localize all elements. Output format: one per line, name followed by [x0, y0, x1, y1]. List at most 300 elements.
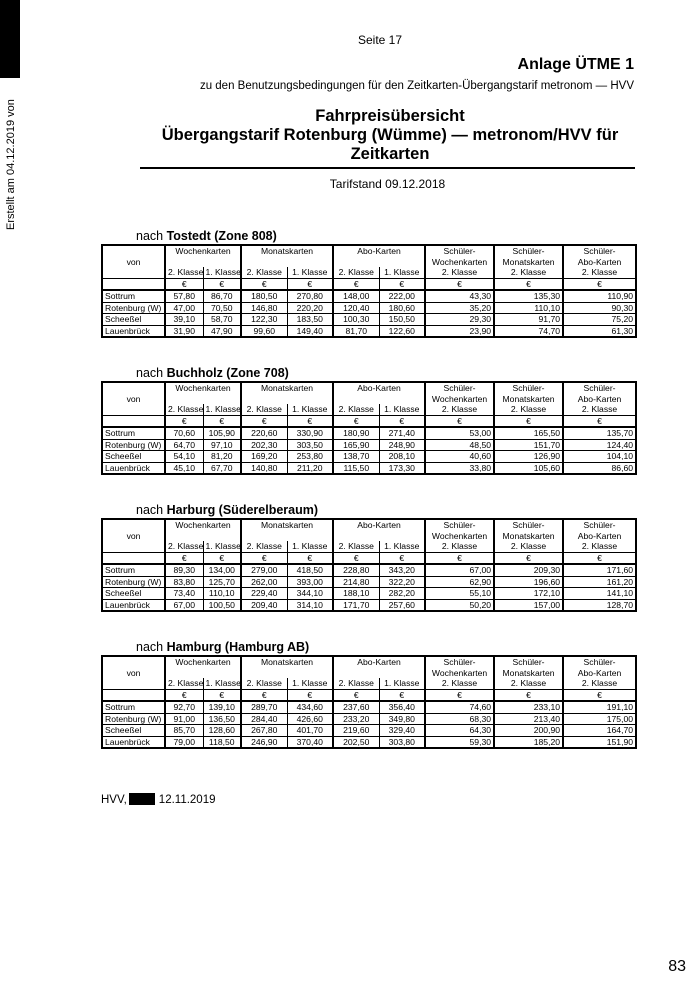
header-currency: €	[287, 278, 333, 290]
fare-cell: 180,90	[333, 427, 379, 439]
fare-cell: 213,40	[494, 713, 563, 725]
fare-cell: 303,80	[379, 736, 425, 748]
fare-cell: 110,90	[563, 290, 636, 302]
header-schueler-top: Schüler-	[494, 245, 563, 257]
fare-cell: 124,40	[563, 439, 636, 451]
fare-cell: 50,20	[425, 599, 494, 611]
fare-cell: 229,40	[241, 588, 287, 600]
fare-cell: 329,40	[379, 725, 425, 737]
header-schueler-top: Schüler-	[425, 519, 494, 531]
anlage-subtitle: zu den Benutzungsbedingungen für den Zeitkarten-Übergangstarif metronom — HVV	[199, 80, 634, 92]
fare-cell: 208,10	[379, 451, 425, 463]
fare-cell: 289,70	[241, 701, 287, 713]
header-row-von	[102, 668, 636, 679]
row-origin: Scheeßel	[102, 314, 165, 326]
header-currency: €	[379, 278, 425, 290]
header-cell	[241, 257, 333, 268]
header-schueler-bottom: Abo-Karten	[563, 531, 636, 542]
row-origin: Sottrum	[102, 701, 165, 713]
fare-cell: 33,80	[425, 462, 494, 474]
header-schueler-top: Schüler-	[563, 519, 636, 531]
header-row-von	[102, 531, 636, 542]
fare-cell: 214,80	[333, 576, 379, 588]
section-prefix: nach	[136, 503, 164, 517]
fare-cell: 202,50	[333, 736, 379, 748]
footer-date: 12.11.2019	[158, 794, 216, 806]
header-cell	[102, 404, 165, 415]
fare-cell: 73,40	[165, 588, 203, 600]
header-currency: €	[563, 278, 636, 290]
header-klasse: 1. Klasse	[287, 678, 333, 689]
fare-cell: 271,40	[379, 427, 425, 439]
header-von: von	[126, 530, 141, 541]
fare-cell: 128,70	[563, 599, 636, 611]
fare-cell: 74,60	[425, 701, 494, 713]
header-klasse: 2. Klasse	[563, 267, 636, 278]
fare-cell: 134,00	[203, 564, 241, 576]
fare-cell: 120,40	[333, 302, 379, 314]
table-row	[102, 701, 636, 713]
header-cell	[102, 415, 165, 427]
header-currency: €	[203, 415, 241, 427]
table-row	[102, 725, 636, 737]
header-cell	[102, 267, 165, 278]
header-schueler-top: Schüler-	[494, 519, 563, 531]
fare-cell: 267,80	[241, 725, 287, 737]
fare-cell: 83,80	[165, 576, 203, 588]
fare-cell: 279,00	[241, 564, 287, 576]
header-schueler-bottom: Abo-Karten	[563, 257, 636, 268]
header-schueler-bottom: Wochenkarten	[425, 257, 494, 268]
fare-cell: 188,10	[333, 588, 379, 600]
header-von: von	[126, 393, 141, 404]
row-origin: Lauenbrück	[105, 325, 150, 336]
header-group: Abo-Karten	[333, 245, 425, 257]
header-currency: €	[494, 278, 563, 290]
fare-cell: 47,90	[203, 325, 241, 337]
fare-cell: 257,60	[379, 599, 425, 611]
header-schueler-bottom: Wochenkarten	[425, 531, 494, 542]
header-schueler-bottom: Abo-Karten	[563, 394, 636, 405]
header-cell	[165, 257, 241, 268]
fare-cell: 104,10	[563, 451, 636, 463]
header-schueler-top: Schüler-	[425, 656, 494, 668]
header-row-klasse	[102, 404, 636, 415]
fare-cell: 157,00	[494, 599, 563, 611]
header-klasse: 2. Klasse	[241, 678, 287, 689]
header-klasse: 2. Klasse	[425, 541, 494, 552]
header-currency: €	[241, 552, 287, 564]
fare-cell: 322,20	[379, 576, 425, 588]
header-schueler-top: Schüler-	[494, 382, 563, 394]
fare-cell: 43,30	[425, 290, 494, 302]
header-row-groups	[102, 656, 636, 668]
header-klasse: 2. Klasse	[333, 404, 379, 415]
fare-cell: 115,50	[333, 462, 379, 474]
header-row-groups	[102, 245, 636, 257]
fare-cell: 138,70	[333, 451, 379, 463]
title-rule	[140, 167, 635, 169]
table-row	[102, 325, 636, 337]
header-klasse: 2. Klasse	[333, 541, 379, 552]
row-origin: Scheeßel	[102, 725, 165, 737]
fare-cell: 202,30	[241, 439, 287, 451]
header-cell	[333, 668, 425, 679]
header-cell	[333, 531, 425, 542]
header-klasse: 1. Klasse	[203, 541, 241, 552]
row-origin: Lauenbrück	[105, 736, 150, 747]
fare-cell: 211,20	[287, 462, 333, 474]
fare-cell: 171,70	[333, 599, 379, 611]
header-currency: €	[165, 278, 203, 290]
header-currency: €	[165, 415, 203, 427]
fare-cell: 180,60	[379, 302, 425, 314]
fare-cell: 35,20	[425, 302, 494, 314]
header-currency: €	[425, 415, 494, 427]
section-title	[136, 502, 635, 518]
header-row-klasse	[102, 267, 636, 278]
header-schueler-bottom: Monatskarten	[494, 394, 563, 405]
header-von: von	[126, 667, 141, 678]
fare-cell: 75,20	[563, 314, 636, 326]
header-currency: €	[165, 689, 203, 701]
header-row-klasse	[102, 541, 636, 552]
fare-cell: 330,90	[287, 427, 333, 439]
header-von: von	[126, 256, 141, 267]
fare-cell: 64,30	[425, 725, 494, 737]
fare-cell: 248,90	[379, 439, 425, 451]
header-cell	[241, 668, 333, 679]
table-row	[102, 439, 636, 451]
fare-cell: 172,10	[494, 588, 563, 600]
fare-cell: 233,10	[494, 701, 563, 713]
fare-cell: 343,20	[379, 564, 425, 576]
section-prefix: nach	[136, 229, 164, 243]
header-currency: €	[494, 415, 563, 427]
fare-cell: 126,90	[494, 451, 563, 463]
redaction-box	[129, 793, 155, 805]
fare-cell: 183,50	[287, 314, 333, 326]
row-origin: Lauenbrück	[105, 599, 150, 610]
fare-cell: 222,00	[379, 290, 425, 302]
fare-cell: 284,40	[241, 713, 287, 725]
header-cell	[102, 541, 165, 552]
header-schueler-bottom: Wochenkarten	[425, 394, 494, 405]
header-cell	[241, 531, 333, 542]
fare-cell: 370,40	[287, 736, 333, 748]
fare-cell: 58,70	[203, 314, 241, 326]
header-klasse: 2. Klasse	[241, 541, 287, 552]
header-currency: €	[494, 552, 563, 564]
table-row	[102, 564, 636, 576]
header-cell	[102, 519, 165, 531]
header-cell	[102, 689, 165, 701]
row-origin: Rotenburg (W)	[102, 439, 165, 451]
fare-cell: 434,60	[287, 701, 333, 713]
row-origin: Lauenbrück	[105, 462, 150, 473]
row-origin: Scheeßel	[102, 588, 165, 600]
section-destination: Buchholz (Zone 708)	[166, 366, 289, 380]
fare-section	[101, 639, 635, 749]
header-currency: €	[287, 689, 333, 701]
header-klasse: 2. Klasse	[563, 404, 636, 415]
table-row	[102, 302, 636, 314]
fare-cell: 140,80	[241, 462, 287, 474]
header-klasse: 2. Klasse	[241, 267, 287, 278]
fare-cell: 100,50	[203, 599, 241, 611]
fare-cell: 74,70	[494, 325, 563, 337]
fare-cell: 165,90	[333, 439, 379, 451]
title-line-1: Fahrpreisübersicht	[315, 107, 465, 125]
fare-cell: 228,80	[333, 564, 379, 576]
header-row-groups	[102, 519, 636, 531]
header-klasse: 1. Klasse	[203, 678, 241, 689]
row-origin: Sottrum	[102, 427, 165, 439]
header-klasse: 1. Klasse	[287, 267, 333, 278]
fare-cell: 164,70	[563, 725, 636, 737]
fare-cell: 105,60	[494, 462, 563, 474]
section-prefix: nach	[136, 366, 164, 380]
fare-cell: 97,10	[203, 439, 241, 451]
fare-cell: 91,70	[494, 314, 563, 326]
fare-cell: 79,00	[165, 736, 203, 748]
header-currency: €	[425, 689, 494, 701]
fare-cell: 45,10	[165, 462, 203, 474]
header-klasse: 1. Klasse	[287, 404, 333, 415]
fare-cell: 303,50	[287, 439, 333, 451]
table-row	[102, 576, 636, 588]
fare-cell: 110,10	[494, 302, 563, 314]
fare-cell: 282,20	[379, 588, 425, 600]
header-cell	[165, 668, 241, 679]
fare-cell: 70,50	[203, 302, 241, 314]
row-origin: Rotenburg (W)	[102, 713, 165, 725]
table-row	[102, 736, 636, 748]
footer-org: HVV,	[101, 794, 127, 806]
header-klasse: 1. Klasse	[287, 541, 333, 552]
fare-section	[101, 365, 635, 475]
header-row-currency	[102, 689, 636, 701]
fare-cell: 67,00	[425, 564, 494, 576]
fare-cell: 270,80	[287, 290, 333, 302]
fare-cell: 149,40	[287, 325, 333, 337]
fare-cell: 23,90	[425, 325, 494, 337]
table-row	[102, 314, 636, 326]
header-group: Monatskarten	[241, 519, 333, 531]
fare-cell: 70,60	[165, 427, 203, 439]
fare-cell: 105,90	[203, 427, 241, 439]
fare-cell: 175,00	[563, 713, 636, 725]
header-currency: €	[287, 552, 333, 564]
fare-cell: 81,70	[333, 325, 379, 337]
fare-cell: 122,60	[379, 325, 425, 337]
fare-cell: 136,50	[203, 713, 241, 725]
header-klasse: 2. Klasse	[165, 267, 203, 278]
header-klasse: 2. Klasse	[494, 678, 563, 689]
fare-cell: 62,90	[425, 576, 494, 588]
fare-cell: 128,60	[203, 725, 241, 737]
fare-cell: 246,90	[241, 736, 287, 748]
header-schueler-bottom: Wochenkarten	[425, 668, 494, 679]
row-origin: Scheeßel	[102, 451, 165, 463]
section-prefix: nach	[136, 640, 164, 654]
fare-cell: 91,00	[165, 713, 203, 725]
fare-cell: 67,70	[203, 462, 241, 474]
footer-signature	[101, 793, 216, 806]
header-schueler-top: Schüler-	[425, 382, 494, 394]
header-group: Wochenkarten	[165, 382, 241, 394]
header-klasse: 2. Klasse	[494, 267, 563, 278]
fare-cell: 237,60	[333, 701, 379, 713]
fare-cell: 57,80	[165, 290, 203, 302]
fare-cell: 233,20	[333, 713, 379, 725]
table-row	[102, 427, 636, 439]
page-label: Seite 17	[357, 33, 403, 47]
fare-cell: 209,30	[494, 564, 563, 576]
header-klasse: 2. Klasse	[165, 678, 203, 689]
header-klasse: 2. Klasse	[165, 541, 203, 552]
table-row	[102, 599, 636, 611]
side-note: Erstellt am 04.12.2019 von	[5, 99, 17, 230]
header-klasse: 2. Klasse	[425, 678, 494, 689]
fare-cell: 67,00	[165, 599, 203, 611]
header-row-currency	[102, 278, 636, 290]
fare-cell: 92,70	[165, 701, 203, 713]
fare-cell: 29,30	[425, 314, 494, 326]
fare-cell: 125,70	[203, 576, 241, 588]
fare-cell: 349,80	[379, 713, 425, 725]
fare-cell: 86,60	[563, 462, 636, 474]
section-title	[136, 365, 635, 381]
fare-cell: 196,60	[494, 576, 563, 588]
fare-cell: 54,10	[165, 451, 203, 463]
header-currency: €	[241, 415, 287, 427]
fare-cell: 118,50	[203, 736, 241, 748]
header-klasse: 1. Klasse	[203, 404, 241, 415]
header-currency: €	[203, 278, 241, 290]
header-schueler-top: Schüler-	[563, 656, 636, 668]
header-currency: €	[379, 689, 425, 701]
section-title	[136, 228, 635, 244]
fare-cell: 85,70	[165, 725, 203, 737]
header-currency: €	[563, 552, 636, 564]
fare-cell: 135,30	[494, 290, 563, 302]
header-currency: €	[333, 415, 379, 427]
fare-cell: 55,10	[425, 588, 494, 600]
header-row-currency	[102, 552, 636, 564]
fare-cell: 148,00	[333, 290, 379, 302]
fare-cell: 122,30	[241, 314, 287, 326]
table-row	[102, 290, 636, 302]
header-klasse: 1. Klasse	[379, 404, 425, 415]
header-currency: €	[379, 415, 425, 427]
table-row	[102, 462, 636, 474]
section-destination: Harburg (Süderelberaum)	[166, 503, 319, 517]
header-klasse: 1. Klasse	[203, 267, 241, 278]
header-cell	[102, 278, 165, 290]
section-title	[136, 639, 635, 655]
header-group: Wochenkarten	[165, 656, 241, 668]
fare-cell: 356,40	[379, 701, 425, 713]
table-row	[102, 713, 636, 725]
header-cell	[333, 257, 425, 268]
fare-table	[101, 244, 637, 338]
header-row-currency	[102, 415, 636, 427]
header-currency: €	[425, 552, 494, 564]
fare-cell: 141,10	[563, 588, 636, 600]
fare-section	[101, 502, 635, 612]
header-schueler-bottom: Monatskarten	[494, 531, 563, 542]
header-klasse: 2. Klasse	[494, 404, 563, 415]
table-row	[102, 451, 636, 463]
header-cell	[102, 382, 165, 394]
header-currency: €	[241, 278, 287, 290]
row-origin: Rotenburg (W)	[102, 302, 165, 314]
row-origin: Rotenburg (W)	[102, 576, 165, 588]
fare-cell: 393,00	[287, 576, 333, 588]
header-group: Abo-Karten	[333, 656, 425, 668]
row-origin: Sottrum	[102, 564, 165, 576]
header-schueler-bottom: Monatskarten	[494, 257, 563, 268]
row-origin: Sottrum	[102, 290, 165, 302]
header-currency: €	[203, 689, 241, 701]
title-line-3: Zeitkarten	[350, 145, 430, 163]
header-currency: €	[333, 689, 379, 701]
title-line-2: Übergangstarif Rotenburg (Wümme) — metronom/HVV für	[161, 126, 619, 144]
fare-cell: 161,20	[563, 576, 636, 588]
fare-cell: 219,60	[333, 725, 379, 737]
header-schueler-top: Schüler-	[563, 245, 636, 257]
fare-section	[101, 228, 635, 338]
fare-cell: 89,30	[165, 564, 203, 576]
header-group: Wochenkarten	[165, 519, 241, 531]
header-currency: €	[203, 552, 241, 564]
header-schueler-top: Schüler-	[563, 382, 636, 394]
fare-cell: 31,90	[165, 325, 203, 337]
header-currency: €	[425, 278, 494, 290]
fare-cell: 59,30	[425, 736, 494, 748]
fare-cell: 185,20	[494, 736, 563, 748]
fare-cell: 151,90	[563, 736, 636, 748]
fare-cell: 150,50	[379, 314, 425, 326]
fare-cell: 99,60	[241, 325, 287, 337]
header-currency: €	[333, 278, 379, 290]
header-klasse: 1. Klasse	[379, 541, 425, 552]
fare-cell: 40,60	[425, 451, 494, 463]
section-destination: Hamburg (Hamburg AB)	[166, 640, 310, 654]
tarifstand: Tarifstand 09.12.2018	[329, 177, 446, 191]
fare-cell: 200,90	[494, 725, 563, 737]
fare-table	[101, 518, 637, 612]
document-title	[140, 107, 640, 164]
header-klasse: 1. Klasse	[379, 267, 425, 278]
header-schueler-top: Schüler-	[494, 656, 563, 668]
header-group: Wochenkarten	[165, 245, 241, 257]
header-currency: €	[287, 415, 333, 427]
header-group: Abo-Karten	[333, 519, 425, 531]
fare-cell: 180,50	[241, 290, 287, 302]
header-cell	[102, 552, 165, 564]
fare-cell: 90,30	[563, 302, 636, 314]
fare-cell: 253,80	[287, 451, 333, 463]
fare-cell: 146,80	[241, 302, 287, 314]
header-klasse: 2. Klasse	[333, 678, 379, 689]
header-row-von	[102, 394, 636, 405]
fare-cell: 165,50	[494, 427, 563, 439]
header-cell	[165, 394, 241, 405]
sheet-number: 83	[668, 958, 686, 975]
header-group: Monatskarten	[241, 656, 333, 668]
